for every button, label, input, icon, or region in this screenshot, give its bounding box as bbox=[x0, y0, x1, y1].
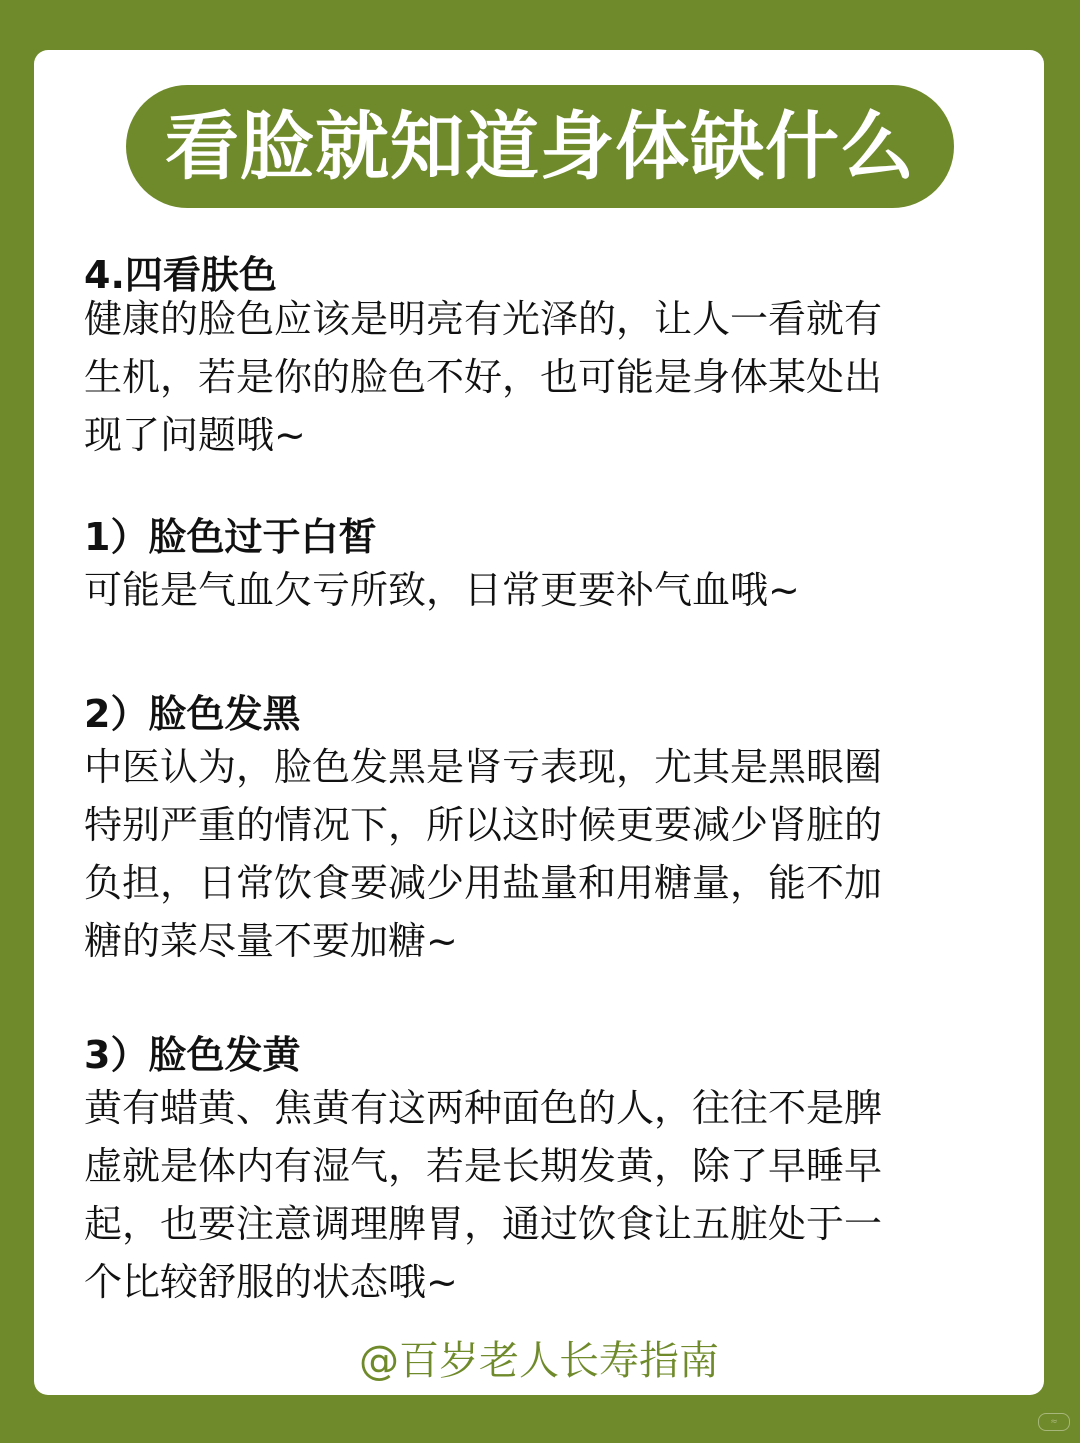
paragraph-line: 负担，日常饮食要减少用盐量和用糖量，能不加 bbox=[84, 861, 883, 905]
author-watermark: @百岁老人长寿指南 bbox=[359, 1338, 719, 1384]
paragraph-line: 特别严重的情况下，所以这时候更要减少肾脏的 bbox=[84, 803, 883, 847]
section-paragraph bbox=[84, 561, 800, 619]
section-paragraph bbox=[84, 290, 882, 464]
section-paragraph bbox=[84, 1079, 882, 1311]
paragraph-line: 健康的脸色应该是明亮有光泽的，让人一看就有 bbox=[84, 297, 883, 341]
section-paragraph bbox=[84, 738, 882, 970]
section-heading: 3）脸色发黄 bbox=[84, 1033, 301, 1077]
paragraph-line: 黄有蜡黄、焦黄有这两种面色的人，往往不是脾 bbox=[84, 1086, 883, 1130]
paragraph-line: 个比较舒服的状态哦~ bbox=[84, 1260, 458, 1304]
section-heading: 1）脸色过于白皙 bbox=[84, 515, 377, 559]
paragraph-line: 生机，若是你的脸色不好，也可能是身体某处出 bbox=[84, 355, 883, 399]
section-heading: 4.四看肤色 bbox=[84, 253, 277, 297]
platform-logo-icon: ≈ bbox=[1038, 1413, 1070, 1431]
title-banner bbox=[126, 85, 954, 208]
paragraph-line: 起，也要注意调理脾胃，通过饮食让五脏处于一 bbox=[84, 1202, 883, 1246]
paragraph-line: 可能是气血欠亏所致，日常更要补气血哦~ bbox=[84, 568, 800, 612]
paragraph-line: 现了问题哦~ bbox=[84, 413, 306, 457]
page-title: 看脸就知道身体缺什么 bbox=[165, 103, 915, 190]
section-heading: 2）脸色发黑 bbox=[84, 692, 301, 736]
paragraph-line: 糖的菜尽量不要加糖~ bbox=[84, 919, 458, 963]
paragraph-line: 虚就是体内有湿气，若是长期发黄，除了早睡早 bbox=[84, 1144, 883, 1188]
content-card bbox=[34, 50, 1044, 1395]
paragraph-line: 中医认为，脸色发黑是肾亏表现，尤其是黑眼圈 bbox=[84, 745, 883, 789]
